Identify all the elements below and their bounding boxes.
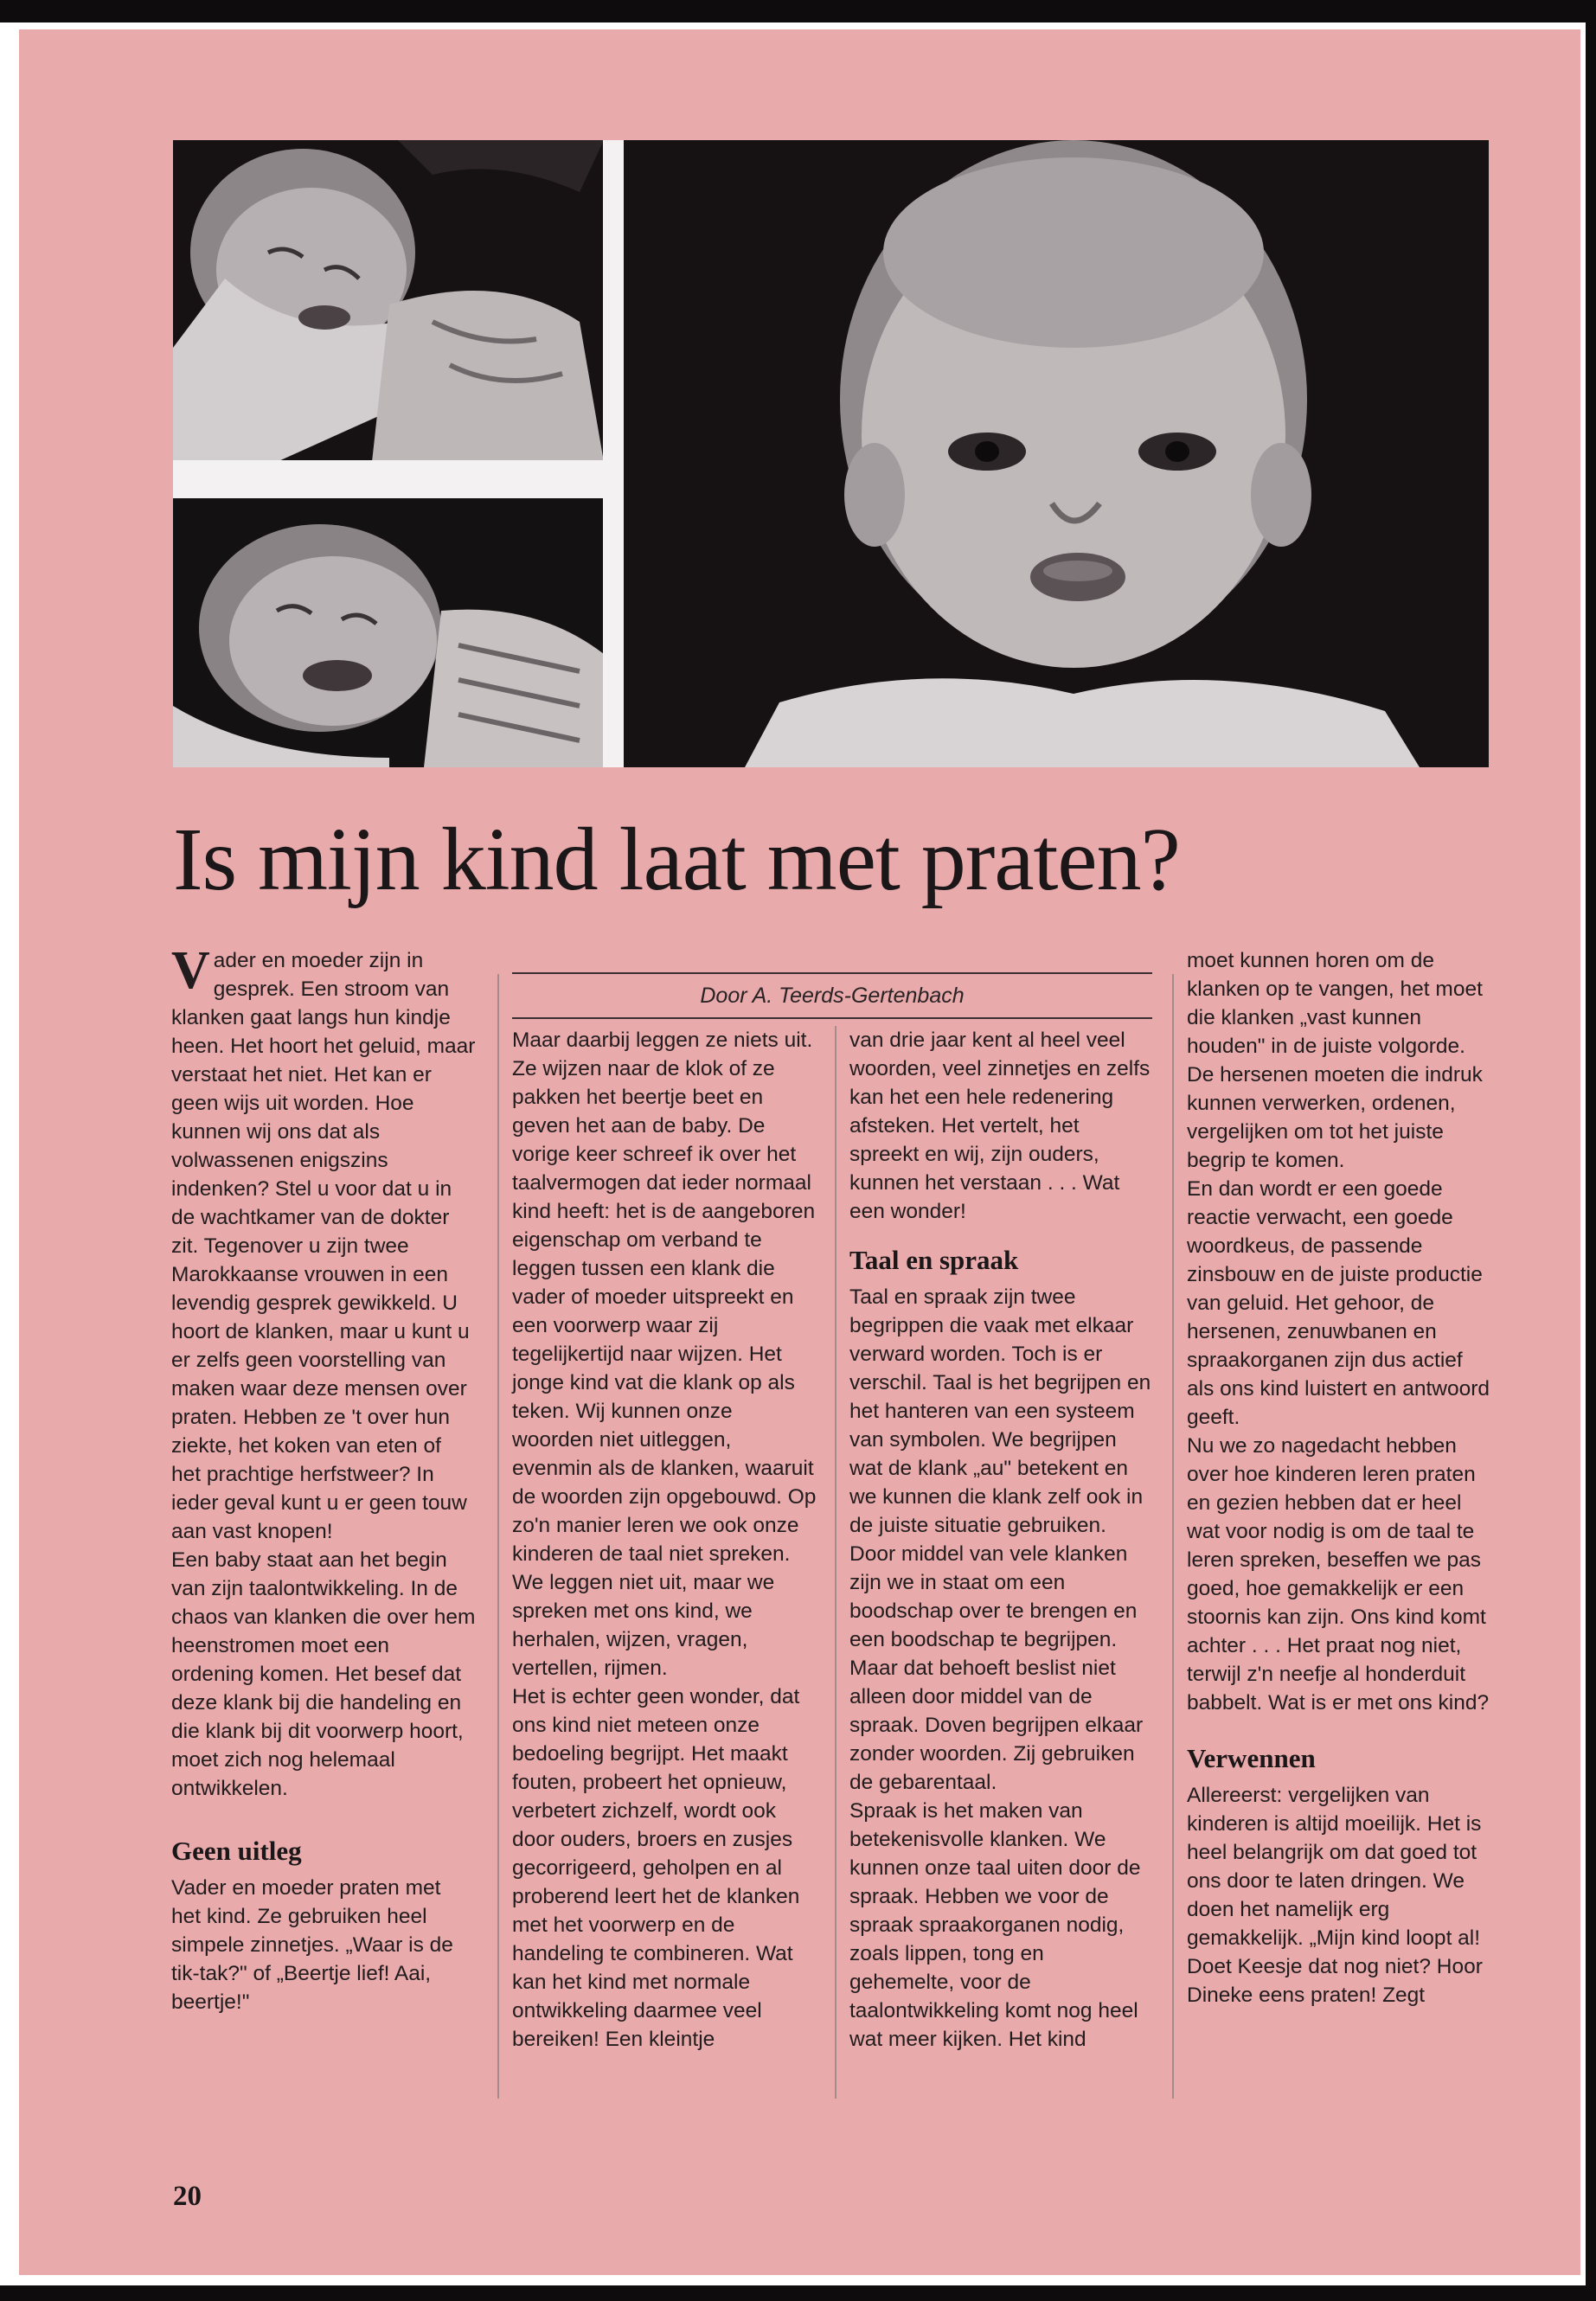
byline: Door A. Teerds-Gertenbach [512,972,1152,1019]
article-title: Is mijn kind laat met praten? [173,810,1180,909]
text-column-1 [171,941,476,2016]
scan-edge-bottom [0,2285,1596,2301]
paragraph: En dan wordt er een goede reactie verwacht, een goede woordkeus, de passende zinsbouw en de juiste productie van geluid. Het gehoor, de hersenen, zenuwbanen en spraakorganen zijn dus actief als ons kind luistert en antwoord geeft. [1187,1177,1490,1429]
subheading-verwennen: Verwennen [1187,1743,1316,1773]
photo-baby-face [624,140,1489,767]
paragraph: van drie jaar kent al heel veel woorden, veel zinnetjes en zelfs kan het een hele redenering afsteken. Het vertelt, het spreekt en wij, zijn ouders, kunnen het verstaan . . . Wat een wonder! [849,1029,1151,1223]
paragraph: Nu we zo nagedacht hebben over hoe kinderen leren praten en gezien hebben dat er heel wat voor nodig is om de taal te leren spreken, beseffen we pas goed, hoe gemakkelijk er een stoornis kan zijn. Ons kind komt achter . . . Het praat nog niet, terwijl z'n neefje al honderduit babbelt. Wat is er met ons kind? [1187,1434,1490,1715]
page-number: 20 [173,2181,202,2212]
baby-photo-graphic [173,498,604,767]
photo-crying-baby-bottom [173,498,604,767]
magazine-page [19,29,1580,2275]
column-rule [1172,974,1174,2099]
intro-text: ader en moeder zijn in gesprek. Een stroom van klanken gaat langs hun kindje heen. Het hoort het geluid, maar verstaat het niet. Het kan er geen wijs uit worden. Hoe kunnen wij ons dat als volwassenen enigszins indenken? Stel u voor dat u in de wachtkamer van de dokter zit. Tegenover u zijn twee Marokkaanse vrouwen in een levendig gesprek gewikkeld. U hoort de klanken, maar u kunt u er zelfs geen voorstelling van maken waar deze mensen over praten. Hebben ze 't over hun ziekte, het koken van eten of het prachtige herfstweer? In ieder geval kunt u er geen touw aan vast knopen! [171,949,476,1543]
paragraph: Taal en spraak zijn twee begrippen die vaak met elkaar verward worden. Toch is er verschil. Taal is het begrijpen en het hanteren van een systeem van symbolen. We begrijpen wat de klank „au" betekent en we kunnen die klank zelf ook in de juiste situatie gebruiken. Door middel van vele klanken zijn we in staat om een boodschap over te brengen en een boodschap te begrijpen. Maar dat behoeft beslist niet alleen door middel van de spraak. Doven begrijpen elkaar zonder woorden. Zij gebruiken de gebarentaal. [849,1285,1151,1794]
photo-crying-baby-top [173,140,604,462]
scan-edge-top [0,0,1596,22]
drop-cap: V [171,941,210,1000]
paragraph: Vader en moeder praten met het kind. Ze gebruiken heel simpele zinnetjes. „Waar is de tik-tak?" of „Beertje lief! Aai, beertje!" [171,1876,453,2014]
scan-edge-right [1586,0,1596,2301]
photo-divider-horizontal [173,460,604,498]
text-column-4 [1187,946,1491,2009]
paragraph: Spraak is het maken van betekenisvolle klanken. We kunnen onze taal uiten door de spraak. Hebben we voor de spraak spraakorganen nodig, zoals lippen, tong en gehemelte, voor de taalontwikkeling komt nog heel wat meer kijken. Het kind [849,1799,1141,2051]
intro-paragraph [171,941,476,1546]
paragraph: Een baby staat aan het begin van zijn taalontwikkeling. In de chaos van klanken die over hem heenstromen moet een ordening komen. Het besef dat deze klank bij die handeling en die klank bij dit voorwerp hoort, moet zich nog helemaal ontwikkelen. [171,1548,476,1800]
column-rule [835,1026,836,2099]
text-column-3 [849,1026,1154,2054]
paragraph: moet kunnen horen om de klanken op te vangen, het moet die klanken „vast kunnen houden" in de juiste volgorde. De hersenen moeten die indruk kunnen verwerken, ordenen, vergelijken om tot het juiste begrip te komen. [1187,949,1483,1172]
baby-face-graphic [624,140,1489,767]
subheading-taal-en-spraak: Taal en spraak [849,1245,1019,1275]
text-column-2 [512,1026,817,2054]
baby-photo-graphic [173,140,604,462]
paragraph: Het is echter geen wonder, dat ons kind niet meteen onze bedoeling begrijpt. Het maakt fouten, probeert het opnieuw, verbetert zichzelf, wordt ook door ouders, broers en zusjes gecorrigeerd, geholpen en al proberend leert het de klanken met het voorwerp en de handeling te combineren. Wat kan het kind met normale ontwikkeling daarmee veel bereiken! Een kleintje [512,1685,800,2051]
paragraph: Maar daarbij leggen ze niets uit. Ze wijzen naar de klok of ze pakken het beertje beet en geven het aan de baby. De vorige keer schreef ik over het taalvermogen dat ieder normaal kind heeft: het is de aangeboren eigenschap om verband te leggen tussen een klank die vader of moeder uitspreekt en een voorwerp waar zij tegelijkertijd naar wijzen. Het jonge kind vat die klank op als teken. Wij kunnen onze woorden niet uitleggen, evenmin als de klanken, waaruit de woorden zijn opgebouwd. Op zo'n manier leren we ook onze kinderen de taal niet spreken. We leggen niet uit, maar we spreken met ons kind, we herhalen, wijzen, vragen, vertellen, rijmen. [512,1029,817,1680]
photo-divider-vertical [603,140,624,767]
column-rule [497,974,499,2099]
paragraph: Allereerst: vergelijken van kinderen is altijd moeilijk. Het is heel belangrijk om dat goed tot ons door te laten dringen. We doen het namelijk erg gemakkelijk. „Mijn kind loopt al! Doet Keesje dat nog niet? Hoor Dineke eens praten! Zegt [1187,1784,1483,2007]
subheading-geen-uitleg: Geen uitleg [171,1836,302,1866]
